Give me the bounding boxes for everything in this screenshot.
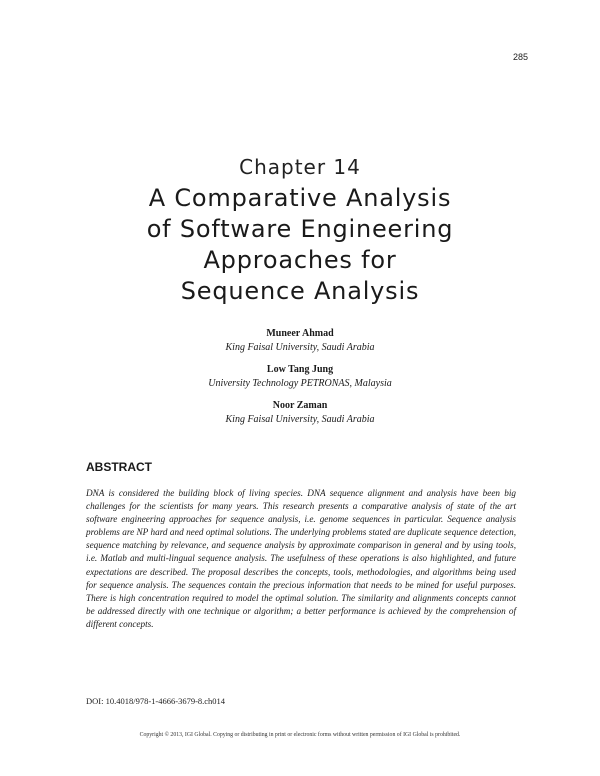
- author-3: [0, 399, 600, 426]
- author-name: Muneer Ahmad: [266, 328, 334, 339]
- author-affiliation: University Technology PETRONAS, Malaysia: [208, 378, 392, 389]
- title-line-3: Approaches for: [203, 246, 397, 274]
- author-1: [0, 327, 600, 354]
- copyright-notice: Copyright © 2013, IGI Global. Copying or distributing in print or electronic forms without written permission of IGI Global is prohibited.: [139, 732, 461, 738]
- author-2: [0, 363, 600, 390]
- title-line-2: of Software Engineering: [146, 215, 454, 243]
- chapter-title: [60, 183, 540, 307]
- abstract-text: DNA is considered the building block of living species. DNA sequence alignment and analysis have been big challenges for the scientists for many years. This research presents a comparative analysis of state of the art software engineering approaches for sequence analysis, i.e. genome sequences in particular. Sequence analysis problems are NP hard and need optimal solutions. The underlying problems stated are duplicate sequence detection, sequence matching by relevance, and sequence analysis by approximate comparison in general and by using tools, i.e. Matlab and multi-lingual sequence analysis. The usefulness of these operations is also highlighted, and future expectations are described. The proposal describes the concepts, tools, methodologies, and algorithms being used for sequence analysis. The sequences contain the precious information that needs to be mined for useful purposes. There is high concentration required to model the optimal solution. The similarity and alignments concepts cannot be addressed directly with one technique or algorithm; a better performance is achieved by the comprehension of different concepts.: [86, 488, 516, 629]
- title-line-4: Sequence Analysis: [180, 277, 420, 305]
- author-affiliation: King Faisal University, Saudi Arabia: [225, 414, 375, 425]
- abstract-heading: ABSTRACT: [86, 460, 152, 474]
- title-line-1: A Comparative Analysis: [148, 184, 452, 212]
- author-name: Noor Zaman: [272, 400, 328, 411]
- doi: DOI: 10.4018/978-1-4666-3679-8.ch014: [86, 696, 226, 706]
- author-affiliation: King Faisal University, Saudi Arabia: [225, 342, 375, 353]
- author-name: Low Tang Jung: [266, 364, 334, 375]
- chapter-label: Chapter 14: [239, 155, 361, 179]
- page-number: 285: [512, 52, 528, 62]
